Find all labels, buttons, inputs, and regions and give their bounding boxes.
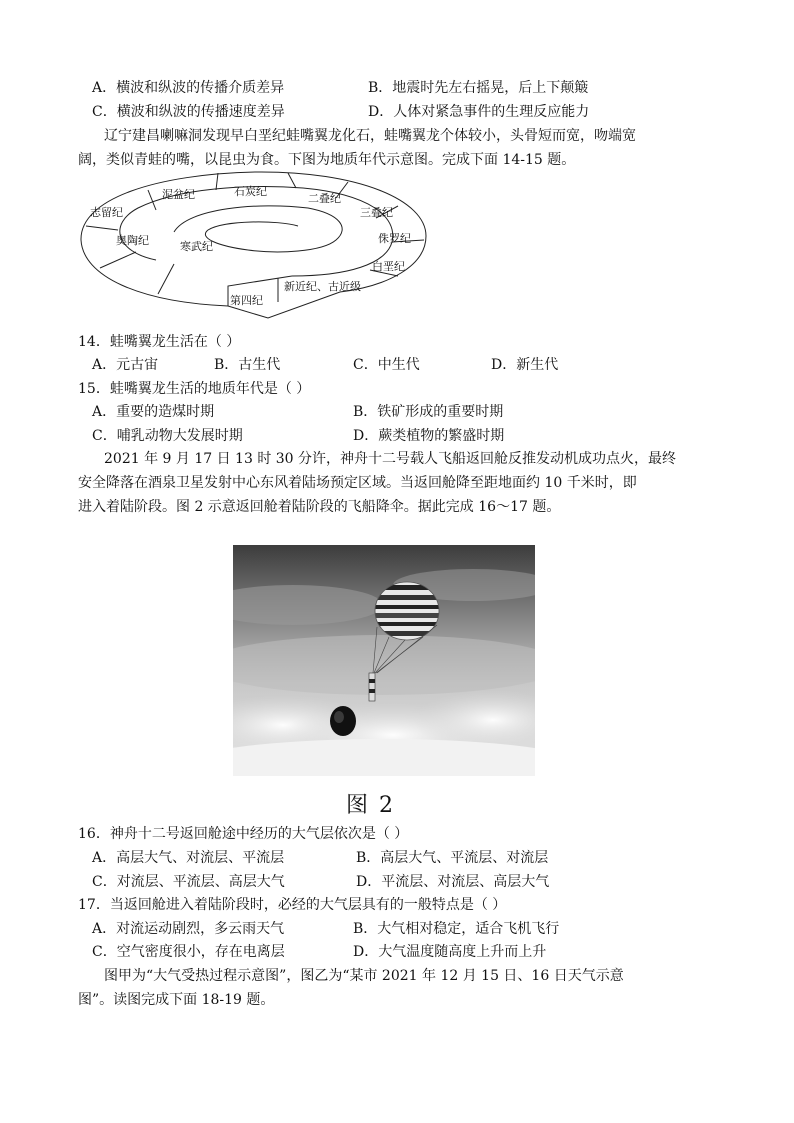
spiral-label-baie: 白垩纪 — [372, 260, 405, 273]
q16-option-d: D．平流层、对流层、高层大气 — [356, 874, 550, 890]
intro-18-19-line2: 图”。读图完成下面 18-19 题。 — [78, 992, 275, 1008]
q15-stem: 15．蛙嘴翼龙生活的地质年代是（ ） — [78, 381, 311, 397]
q13-option-b: B．地震时先左右摇晃，后上下颠簸 — [368, 80, 589, 96]
intro-16-17-line1: 2021 年 9 月 17 日 13 时 30 分许，神舟十二号载人飞船返回舱反推发动机成功点火，最终 — [104, 451, 677, 467]
q17-option-d: D．大气温度随高度上升而上升 — [353, 944, 547, 960]
spiral-label-zhiliu: 志留纪 — [90, 206, 123, 219]
q17-option-b: B．大气相对稳定，适合飞机飞行 — [353, 921, 560, 937]
spiral-label-nipen: 泥盆纪 — [162, 188, 195, 201]
q16-stem: 16．神舟十二号返回舱途中经历的大气层依次是（ ） — [78, 826, 409, 842]
geologic-time-spiral-diagram — [78, 168, 434, 320]
q16-option-c: C．对流层、平流层、高层大气 — [92, 874, 285, 890]
q14-stem: 14．蛙嘴翼龙生活在（ ） — [78, 334, 241, 350]
q15-option-a: A．重要的造煤时期 — [92, 404, 215, 420]
spiral-label-erdie: 二叠纪 — [308, 192, 341, 205]
q15-option-b: B．铁矿形成的重要时期 — [353, 404, 504, 420]
intro-18-19-line1: 图甲为“大气受热过程示意图”，图乙为“某市 2021 年 12 月 15 日、16 日天气示意 — [104, 968, 624, 984]
spiral-label-disi: 第四纪 — [230, 294, 263, 307]
q13-option-a: A．横波和纵波的传播介质差异 — [92, 80, 285, 96]
q14-option-d: D．新生代 — [491, 357, 559, 373]
q13-option-d: D．人体对紧急事件的生理反应能力 — [368, 104, 590, 120]
intro-14-15-line2: 阔，类似青蛙的嘴，以昆虫为食。下图为地质年代示意图。完成下面 14-15 题。 — [78, 152, 576, 168]
q15-option-d: D．蕨类植物的繁盛时期 — [353, 428, 505, 444]
intro-16-17-line3: 进入着陆阶段。图 2 示意返回舱着陆阶段的飞船降伞。据此完成 16～17 题。 — [78, 499, 561, 515]
intro-14-15-line1: 辽宁建昌喇嘛洞发现早白垩纪蛙嘴翼龙化石，蛙嘴翼龙个体较小，头骨短而宽，吻端宽 — [104, 128, 636, 144]
q14-option-a: A．元古宙 — [92, 357, 159, 373]
q16-option-b: B．高层大气、平流层、对流层 — [356, 850, 549, 866]
q17-option-a: A．对流运动剧烈，多云雨天气 — [92, 921, 285, 937]
spiral-label-zhuluo: 侏罗纪 — [378, 232, 411, 245]
q17-stem: 17．当返回舱进入着陆阶段时，必经的大气层具有的一般特点是（ ） — [78, 897, 507, 913]
spiral-label-sandie: 三叠纪 — [360, 206, 393, 219]
q14-option-b: B．古生代 — [214, 357, 281, 373]
spiral-label-xinjin: 新近纪、古近级 — [284, 280, 361, 293]
capsule-parachute-photo — [233, 545, 535, 776]
intro-16-17-line2: 安全降落在酒泉卫星发射中心东风着陆场预定区域。当返回舱降至距地面约 10 千米时，即 — [78, 475, 637, 491]
q15-option-c: C．哺乳动物大发展时期 — [92, 428, 243, 444]
spiral-label-hanwu: 寒武纪 — [180, 240, 213, 253]
q13-option-c: C．横波和纵波的传播速度差异 — [92, 104, 285, 120]
figure-caption: 图 2 — [346, 793, 395, 818]
q16-option-a: A．高层大气、对流层、平流层 — [92, 850, 285, 866]
spiral-label-shitan: 石炭纪 — [234, 185, 267, 198]
q14-option-c: C．中生代 — [353, 357, 420, 373]
spiral-label-aotao: 奥陶纪 — [116, 234, 149, 247]
q17-option-c: C．空气密度很小，存在电离层 — [92, 944, 285, 960]
